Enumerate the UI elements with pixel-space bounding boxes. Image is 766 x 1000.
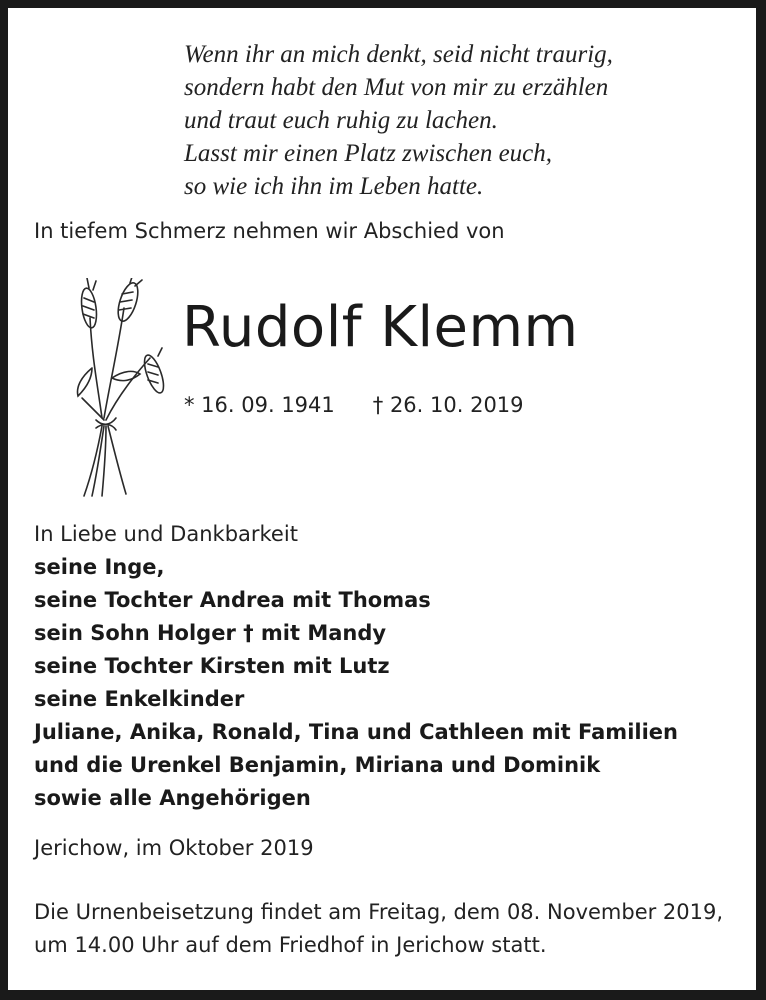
family-member: und die Urenkel Benjamin, Miriana und Dominik xyxy=(34,753,601,777)
poem-line: und traut euch ruhig zu lachen. xyxy=(184,107,498,134)
obituary-notice xyxy=(8,8,756,990)
poem-line: Wenn ihr an mich denkt, seid nicht traurig, xyxy=(184,41,613,68)
family-member: seine Tochter Andrea mit Thomas xyxy=(34,588,431,612)
family-member: sein Sohn Holger † mit Mandy xyxy=(34,621,387,645)
family-member: sowie alle Angehörigen xyxy=(34,786,311,810)
birth-date: * 16. 09. 1941 xyxy=(184,393,335,417)
place-date: Jerichow, im Oktober 2019 xyxy=(34,836,314,860)
signoff-text: In Liebe und Dankbarkeit xyxy=(34,522,298,546)
burial-line: um 14.00 Uhr auf dem Friedhof in Jerichow statt. xyxy=(34,933,547,957)
death-date: † 26. 10. 2019 xyxy=(372,393,524,417)
family-member: seine Tochter Kirsten mit Lutz xyxy=(34,654,390,678)
poem-line: sondern habt den Mut von mir zu erzählen xyxy=(184,74,609,101)
poem-line: Lasst mir einen Platz zwischen euch, xyxy=(184,140,553,167)
intro-text: In tiefem Schmerz nehmen wir Abschied von xyxy=(34,219,505,243)
poem xyxy=(184,38,744,203)
family-member: seine Enkelkinder xyxy=(34,687,245,711)
burial-line: Die Urnenbeisetzung findet am Freitag, dem 08. November 2019, xyxy=(34,900,724,924)
poem-line: so wie ich ihn im Leben hatte. xyxy=(184,173,484,200)
wheat-bundle-icon xyxy=(62,278,172,498)
deceased-name: Rudolf Klemm xyxy=(182,295,579,360)
life-dates xyxy=(184,393,524,417)
family-member: seine Inge, xyxy=(34,555,165,579)
family-member: Juliane, Anika, Ronald, Tina und Cathleen mit Familien xyxy=(34,720,678,744)
burial-info xyxy=(34,896,754,962)
family-list xyxy=(34,551,678,815)
